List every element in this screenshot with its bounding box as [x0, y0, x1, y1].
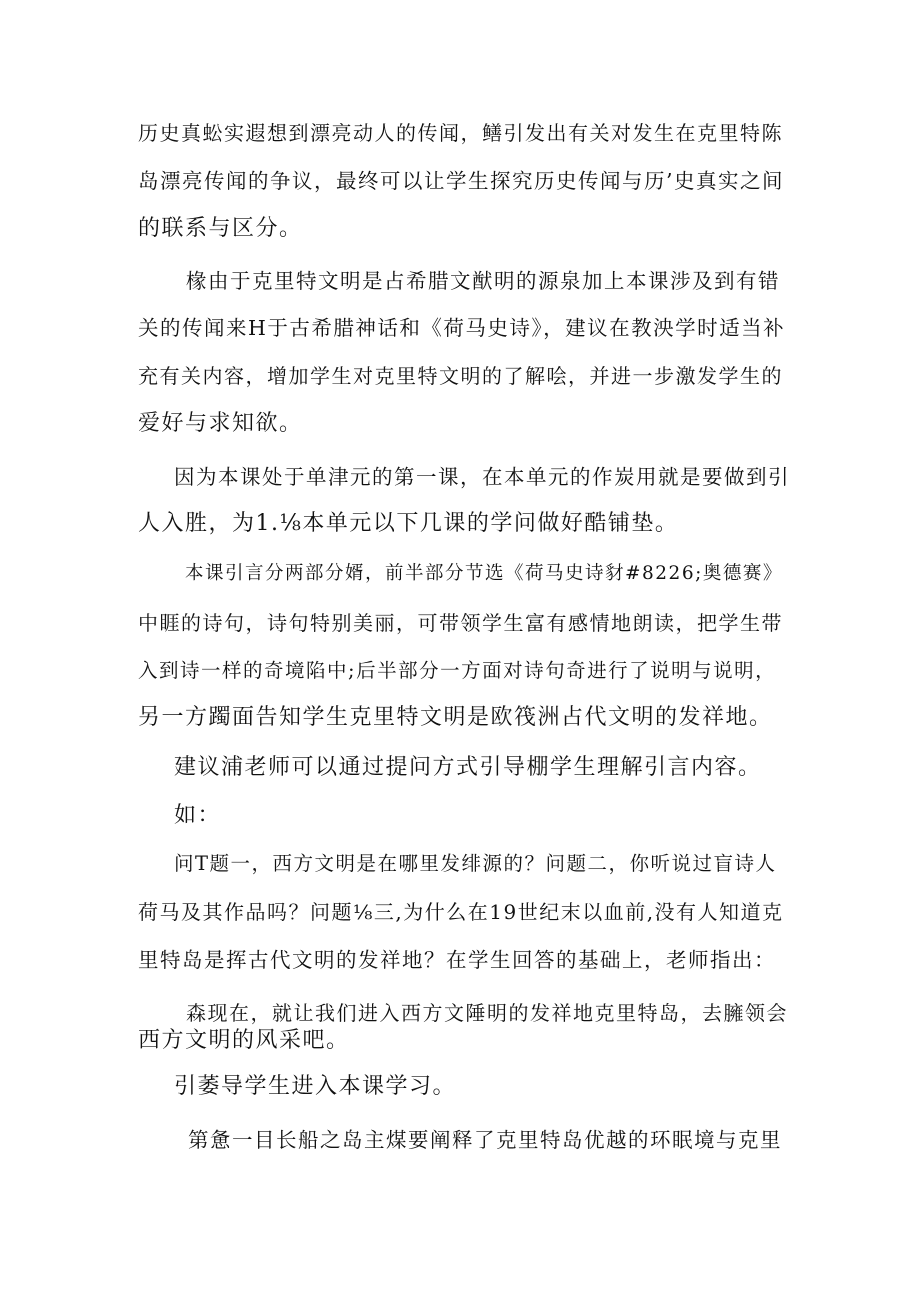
text-line: 的联系与区分。	[138, 216, 303, 241]
text-line: 本课引言分两部分婿，前半部分节选《荷马史诗豺#8226;奥德赛》	[185, 563, 783, 584]
text-line: 另一方躅面告知学生克里特文明是欧筏洲占代文明的发祥地。	[138, 705, 773, 730]
text-line: 岛漂亮传闻的争议，最终可以让学生探究历史传闻与历’史真实之间	[138, 169, 785, 193]
text-line: 历史真蚣实遐想到漂亮动人的传闻，鳝引发出有关对发生在克里特陈	[138, 121, 783, 145]
text-line: 建议浦老师可以通过提问方式引导棚学生理解引言内容。	[174, 755, 762, 780]
text-line: 人入胜，为1.⅛本单元以下几课的学问做好酷铺垫。	[138, 511, 679, 536]
text-line: 充有关内容，增加学生对克里特文明的了解哙，并进一步激发学生的	[138, 364, 783, 388]
text-line: 入到诗一样的奇境陷中;后半部分一方面对诗句奇进行了说明与说明，	[138, 659, 777, 682]
text-line: 因为本课处于单津元的第一课，在本单元的作炭用就是要做到引	[174, 465, 790, 489]
text-line: 第惫一目长船之岛主煤要阐释了克里特岛优越的环眠境与克里	[188, 1128, 782, 1152]
text-line: 爱好与求知欲。	[138, 411, 303, 436]
text-line: 荷马及其作品吗？问题⅛三,为什么在19世纪末以血前,没有人知道克	[138, 900, 784, 924]
text-line: 森现在，就让我们进入西方文陲明的发祥地克里特岛，去臃领会	[186, 1001, 788, 1025]
text-line: 里特岛是挥古代文明的发祥地？在学生回答的基础上，老师指出：	[138, 948, 776, 972]
text-line: 中睚的诗句，诗句特别美丽，可带领学生富有感情地朗读，把学生带	[138, 611, 783, 635]
text-line: 如：	[174, 803, 222, 828]
text-line: 问T题一，西方文明是在哪里发绯源的？问题二，你听说过盲诗人	[174, 852, 777, 875]
text-line: 西方文明的风采吧。	[138, 1028, 350, 1053]
text-line: 引萎导学生进入本课学习。	[174, 1074, 457, 1099]
text-line: 椽由于克里特文明是占希腊文猷明的源泉加上本课涉及到有错	[186, 269, 780, 293]
text-line: 关的传闻来H于古希腊神话和《荷马史诗》，建议在教泱学时适当补	[138, 316, 786, 340]
